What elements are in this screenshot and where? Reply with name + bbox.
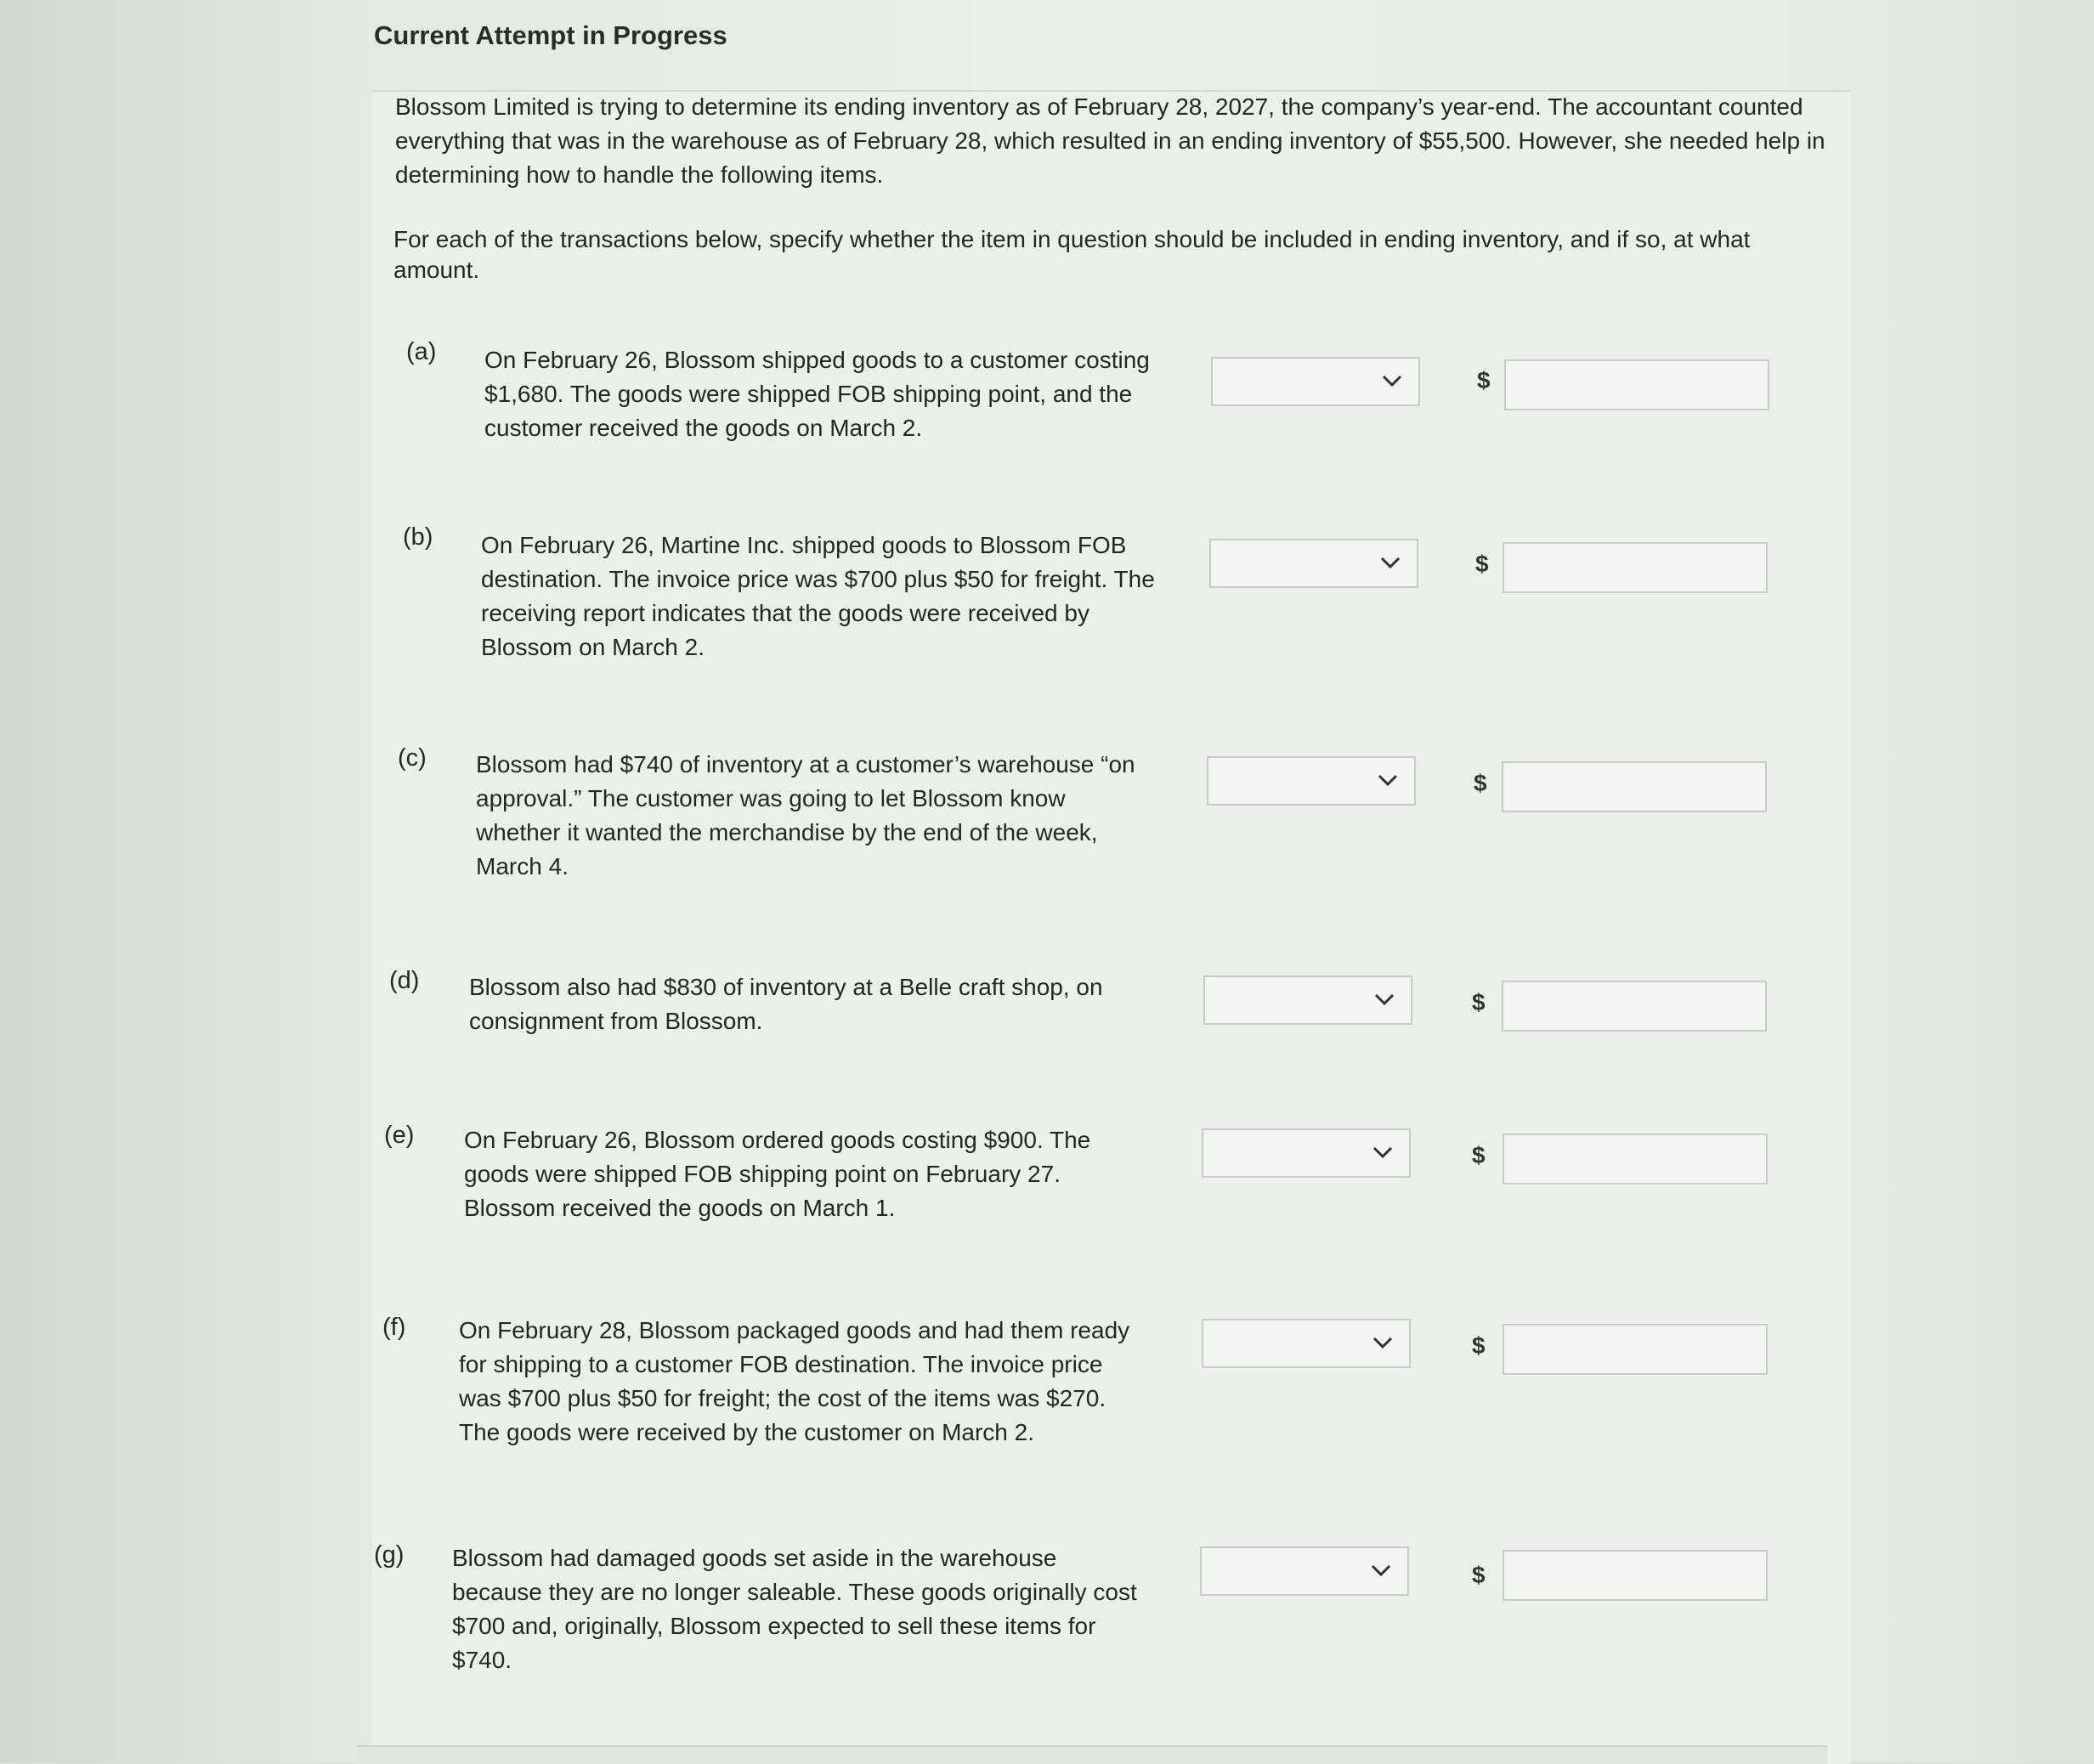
currency-symbol: $: [1472, 1562, 1486, 1588]
question-panel: [372, 90, 1851, 1764]
currency-symbol: $: [1475, 551, 1489, 577]
amount-input[interactable]: [1503, 1550, 1768, 1601]
item-letter: (a): [406, 338, 437, 365]
attempt-title: Current Attempt in Progress: [374, 20, 727, 50]
item-text: On February 28, Blossom packaged goods and had them ready for shipping to a customer FOB destination. The invoice price was $700 plus $50 for freight; the cost of the items was $270. The goods were received by the customer on March 2.: [459, 1317, 1130, 1445]
item-letter: (b): [403, 523, 433, 551]
amount-input[interactable]: [1503, 1324, 1768, 1375]
chevron-down-icon: [1381, 372, 1403, 389]
inclusion-dropdown[interactable]: [1211, 357, 1420, 406]
inclusion-dropdown[interactable]: [1207, 756, 1416, 806]
item-text: Blossom also had $830 of inventory at a Belle craft shop, on consignment from Blossom.: [469, 974, 1103, 1034]
currency-symbol: $: [1472, 1332, 1486, 1359]
item-text: On February 26, Blossom shipped goods to a customer costing $1,680. The goods were shipped FOB shipping point, and the customer received the goods on March 2.: [484, 347, 1150, 441]
problem-instruction: For each of the transactions below, specify whether the item in question should be included in ending inventory, and if so, at what amount.: [393, 226, 1751, 283]
inclusion-dropdown[interactable]: [1200, 1546, 1409, 1596]
chevron-down-icon: [1372, 1334, 1394, 1351]
chevron-down-icon: [1379, 554, 1401, 571]
currency-symbol: $: [1472, 989, 1486, 1015]
item-text: Blossom had damaged goods set aside in the warehouse because they are no longer saleable. These goods originally cost $700 and, originally, Blossom expected to sell these items for $740.: [452, 1545, 1137, 1673]
amount-input[interactable]: [1502, 761, 1767, 812]
currency-symbol: $: [1477, 367, 1491, 393]
chevron-down-icon: [1372, 1144, 1394, 1161]
problem-intro: Blossom Limited is trying to determine its ending inventory as of February 28, 2027, the company’s year-end. The accountant counted everything that was in the warehouse as of February 28, which resulted in an ending inventory of $55,500. However, she needed help in determining how to handle the following items.: [395, 93, 1825, 188]
inclusion-dropdown[interactable]: [1209, 539, 1418, 588]
currency-symbol: $: [1472, 1142, 1486, 1168]
bottom-panel-edge: [357, 1745, 1827, 1764]
amount-input[interactable]: [1504, 359, 1769, 410]
item-letter: (e): [384, 1122, 415, 1149]
amount-input[interactable]: [1502, 981, 1767, 1032]
inclusion-dropdown[interactable]: [1203, 975, 1412, 1025]
item-letter: (g): [374, 1541, 405, 1569]
item-text: On February 26, Blossom ordered goods costing $900. The goods were shipped FOB shipping point on February 27. Blossom received the goods on March 1.: [464, 1127, 1091, 1221]
chevron-down-icon: [1370, 1562, 1392, 1579]
currency-symbol: $: [1474, 770, 1487, 796]
item-letter: (d): [389, 967, 420, 994]
chevron-down-icon: [1373, 991, 1395, 1008]
item-text: On February 26, Martine Inc. shipped goods to Blossom FOB destination. The invoice price was $700 plus $50 for freight. The receiving report indicates that the goods were received by Blossom on March 2.: [481, 532, 1155, 660]
inclusion-dropdown[interactable]: [1202, 1128, 1411, 1178]
item-text: Blossom had $740 of inventory at a customer’s warehouse “on approval.” The customer was going to let Blossom know whether it wanted the merchandise by the end of the week, March 4.: [476, 751, 1135, 879]
item-letter: (c): [398, 744, 427, 772]
inclusion-dropdown[interactable]: [1202, 1319, 1411, 1368]
item-letter: (f): [382, 1314, 406, 1341]
chevron-down-icon: [1377, 772, 1399, 789]
amount-input[interactable]: [1503, 542, 1768, 593]
amount-input[interactable]: [1503, 1134, 1768, 1184]
